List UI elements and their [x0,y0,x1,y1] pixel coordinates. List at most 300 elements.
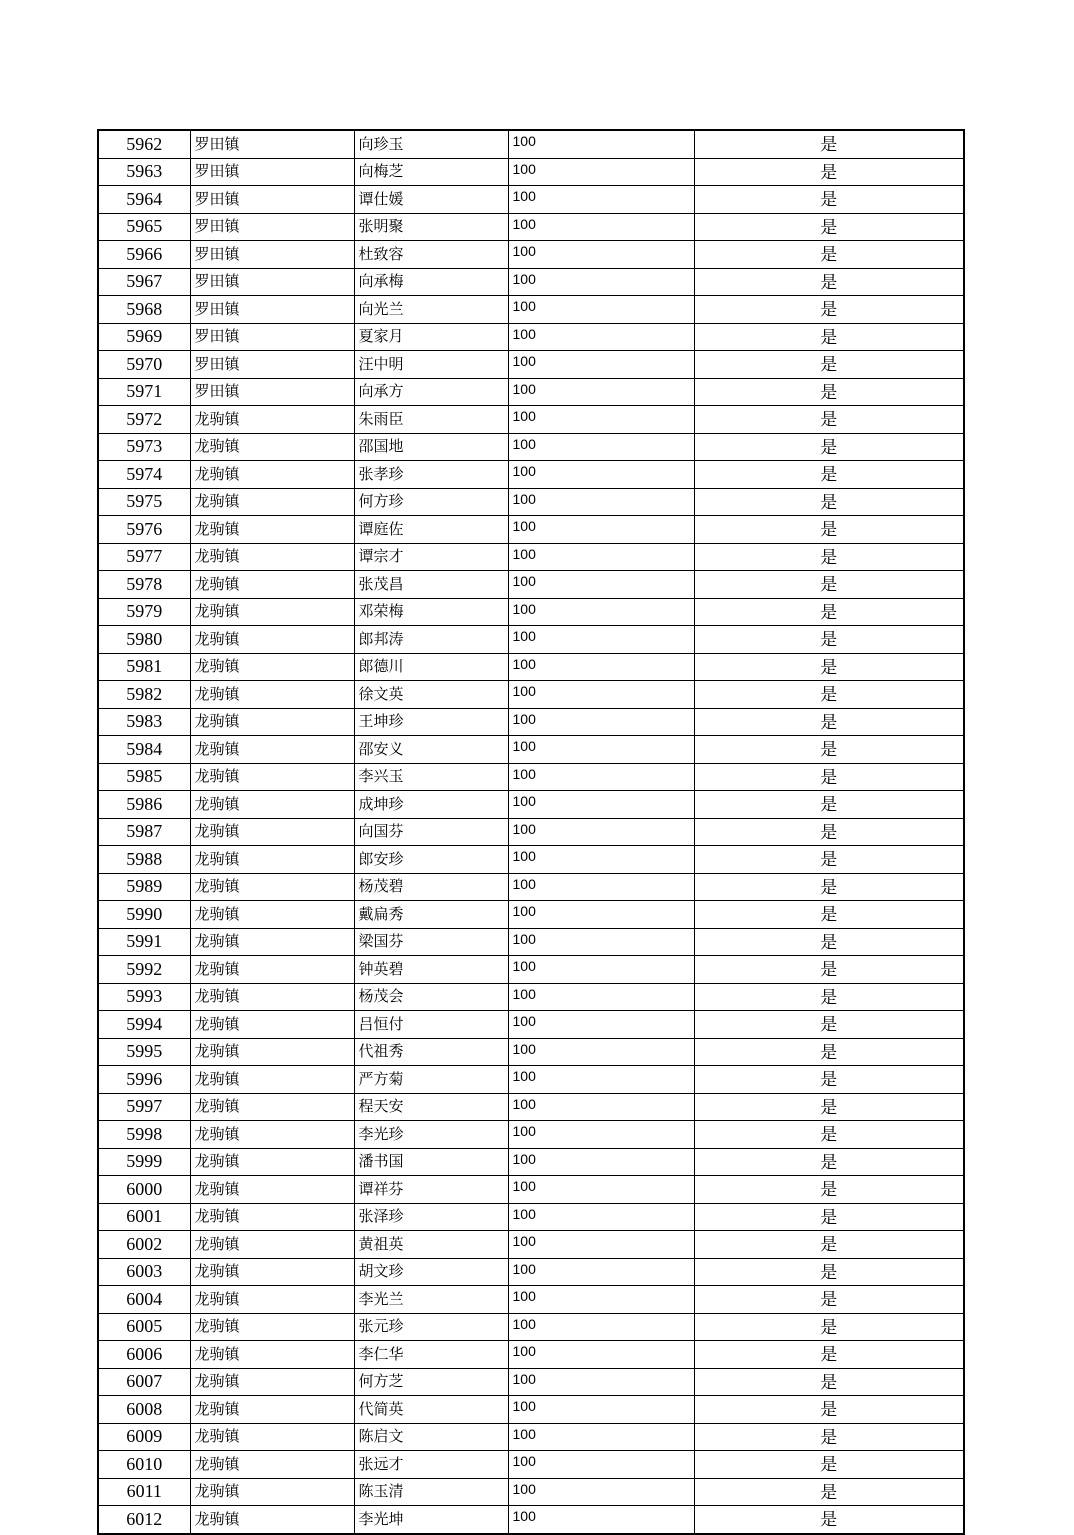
row-number-cell: 5984 [98,736,190,764]
amount-cell: 100 [508,1093,694,1121]
person-name-cell: 邵安义 [354,736,508,764]
status-cell: 是 [694,1506,964,1534]
town-cell: 罗田镇 [190,351,354,379]
status-cell: 是 [694,901,964,929]
town-cell: 龙驹镇 [190,1121,354,1149]
status-cell: 是 [694,378,964,406]
table-body [98,130,964,1534]
row-number-cell: 6006 [98,1341,190,1369]
table-row [98,323,964,351]
table-row [98,1203,964,1231]
person-name-cell: 李光兰 [354,1286,508,1314]
status-cell: 是 [694,763,964,791]
amount-cell: 100 [508,543,694,571]
row-number-cell: 5965 [98,213,190,241]
person-name-cell: 钟英碧 [354,956,508,984]
amount-cell: 100 [508,901,694,929]
town-cell: 龙驹镇 [190,1066,354,1094]
town-cell: 龙驹镇 [190,1176,354,1204]
status-cell: 是 [694,1231,964,1259]
amount-cell: 100 [508,1506,694,1534]
person-name-cell: 邵国地 [354,433,508,461]
person-name-cell: 汪中明 [354,351,508,379]
amount-cell: 100 [508,433,694,461]
amount-cell: 100 [508,1066,694,1094]
status-cell: 是 [694,1258,964,1286]
row-number-cell: 5998 [98,1121,190,1149]
person-name-cell: 陈玉清 [354,1478,508,1506]
person-name-cell: 王坤珍 [354,708,508,736]
row-number-cell: 5987 [98,818,190,846]
row-number-cell: 5988 [98,846,190,874]
person-name-cell: 张孝珍 [354,461,508,489]
person-name-cell: 谭庭佐 [354,516,508,544]
person-name-cell: 成坤珍 [354,791,508,819]
status-cell: 是 [694,213,964,241]
row-number-cell: 6012 [98,1506,190,1534]
status-cell: 是 [694,130,964,158]
table-row [98,488,964,516]
town-cell: 罗田镇 [190,378,354,406]
table-row [98,461,964,489]
status-cell: 是 [694,1423,964,1451]
amount-cell: 100 [508,1231,694,1259]
person-name-cell: 谭宗才 [354,543,508,571]
row-number-cell: 6002 [98,1231,190,1259]
table-row [98,901,964,929]
status-cell: 是 [694,1176,964,1204]
person-name-cell: 杜致容 [354,241,508,269]
status-cell: 是 [694,433,964,461]
person-name-cell: 郎德川 [354,653,508,681]
row-number-cell: 5978 [98,571,190,599]
table-row [98,268,964,296]
row-number-cell: 6004 [98,1286,190,1314]
table-row [98,1368,964,1396]
town-cell: 龙驹镇 [190,1396,354,1424]
amount-cell: 100 [508,1203,694,1231]
status-cell: 是 [694,928,964,956]
person-name-cell: 代祖秀 [354,1038,508,1066]
amount-cell: 100 [508,846,694,874]
town-cell: 龙驹镇 [190,1341,354,1369]
table-row [98,818,964,846]
table-row [98,708,964,736]
town-cell: 龙驹镇 [190,433,354,461]
status-cell: 是 [694,653,964,681]
amount-cell: 100 [508,1038,694,1066]
table-row [98,1396,964,1424]
town-cell: 罗田镇 [190,296,354,324]
amount-cell: 100 [508,268,694,296]
table-row [98,956,964,984]
table-row [98,213,964,241]
town-cell: 龙驹镇 [190,626,354,654]
row-number-cell: 5993 [98,983,190,1011]
status-cell: 是 [694,186,964,214]
amount-cell: 100 [508,983,694,1011]
row-number-cell: 5975 [98,488,190,516]
town-cell: 龙驹镇 [190,928,354,956]
town-cell: 龙驹镇 [190,846,354,874]
table-row [98,186,964,214]
person-name-cell: 谭祥芬 [354,1176,508,1204]
status-cell: 是 [694,1396,964,1424]
town-cell: 龙驹镇 [190,1203,354,1231]
person-name-cell: 程天安 [354,1093,508,1121]
person-name-cell: 向珍玉 [354,130,508,158]
table-row [98,736,964,764]
table-row [98,1011,964,1039]
town-cell: 罗田镇 [190,323,354,351]
table-row [98,351,964,379]
table-row [98,296,964,324]
status-cell: 是 [694,406,964,434]
town-cell: 龙驹镇 [190,406,354,434]
table-row [98,791,964,819]
person-name-cell: 向梅芝 [354,158,508,186]
amount-cell: 100 [508,598,694,626]
row-number-cell: 5970 [98,351,190,379]
table-row [98,873,964,901]
table-row [98,158,964,186]
row-number-cell: 5996 [98,1066,190,1094]
person-name-cell: 陈启文 [354,1423,508,1451]
table-row [98,1423,964,1451]
person-name-cell: 邓荣梅 [354,598,508,626]
person-name-cell: 潘书国 [354,1148,508,1176]
row-number-cell: 6010 [98,1451,190,1479]
table-row [98,433,964,461]
row-number-cell: 5982 [98,681,190,709]
town-cell: 龙驹镇 [190,516,354,544]
amount-cell: 100 [508,378,694,406]
town-cell: 龙驹镇 [190,461,354,489]
row-number-cell: 5962 [98,130,190,158]
table-row [98,1038,964,1066]
amount-cell: 100 [508,488,694,516]
row-number-cell: 5979 [98,598,190,626]
table-row [98,1231,964,1259]
status-cell: 是 [694,1203,964,1231]
town-cell: 龙驹镇 [190,1148,354,1176]
status-cell: 是 [694,1038,964,1066]
town-cell: 龙驹镇 [190,1093,354,1121]
town-cell: 罗田镇 [190,268,354,296]
town-cell: 龙驹镇 [190,571,354,599]
person-name-cell: 向承方 [354,378,508,406]
status-cell: 是 [694,323,964,351]
row-number-cell: 5983 [98,708,190,736]
town-cell: 龙驹镇 [190,1313,354,1341]
person-name-cell: 何方珍 [354,488,508,516]
town-cell: 龙驹镇 [190,791,354,819]
amount-cell: 100 [508,1423,694,1451]
town-cell: 龙驹镇 [190,681,354,709]
table-row [98,130,964,158]
town-cell: 龙驹镇 [190,1011,354,1039]
row-number-cell: 5971 [98,378,190,406]
table-row [98,983,964,1011]
person-name-cell: 向光兰 [354,296,508,324]
row-number-cell: 5985 [98,763,190,791]
person-name-cell: 李光珍 [354,1121,508,1149]
table-row [98,763,964,791]
town-cell: 龙驹镇 [190,901,354,929]
person-name-cell: 何方芝 [354,1368,508,1396]
person-name-cell: 李兴玉 [354,763,508,791]
status-cell: 是 [694,1451,964,1479]
row-number-cell: 5969 [98,323,190,351]
amount-cell: 100 [508,241,694,269]
town-cell: 龙驹镇 [190,488,354,516]
amount-cell: 100 [508,818,694,846]
town-cell: 龙驹镇 [190,1478,354,1506]
amount-cell: 100 [508,213,694,241]
town-cell: 龙驹镇 [190,818,354,846]
person-name-cell: 向承梅 [354,268,508,296]
town-cell: 龙驹镇 [190,1258,354,1286]
amount-cell: 100 [508,1121,694,1149]
town-cell: 龙驹镇 [190,598,354,626]
person-name-cell: 张远才 [354,1451,508,1479]
amount-cell: 100 [508,1011,694,1039]
status-cell: 是 [694,598,964,626]
amount-cell: 100 [508,1341,694,1369]
town-cell: 龙驹镇 [190,1286,354,1314]
status-cell: 是 [694,1286,964,1314]
person-name-cell: 戴扁秀 [354,901,508,929]
table-row [98,543,964,571]
status-cell: 是 [694,956,964,984]
amount-cell: 100 [508,158,694,186]
row-number-cell: 6000 [98,1176,190,1204]
row-number-cell: 5991 [98,928,190,956]
row-number-cell: 5968 [98,296,190,324]
town-cell: 龙驹镇 [190,708,354,736]
amount-cell: 100 [508,406,694,434]
status-cell: 是 [694,1368,964,1396]
town-cell: 罗田镇 [190,241,354,269]
amount-cell: 100 [508,791,694,819]
row-number-cell: 5976 [98,516,190,544]
status-cell: 是 [694,873,964,901]
row-number-cell: 5994 [98,1011,190,1039]
status-cell: 是 [694,516,964,544]
status-cell: 是 [694,1478,964,1506]
person-name-cell: 朱雨臣 [354,406,508,434]
status-cell: 是 [694,626,964,654]
table-row [98,1286,964,1314]
person-name-cell: 胡文珍 [354,1258,508,1286]
person-name-cell: 张茂昌 [354,571,508,599]
status-cell: 是 [694,846,964,874]
amount-cell: 100 [508,681,694,709]
town-cell: 龙驹镇 [190,1231,354,1259]
status-cell: 是 [694,571,964,599]
table-row [98,241,964,269]
row-number-cell: 5989 [98,873,190,901]
amount-cell: 100 [508,1148,694,1176]
person-name-cell: 徐文英 [354,681,508,709]
table-row [98,1066,964,1094]
status-cell: 是 [694,1093,964,1121]
person-name-cell: 梁国芬 [354,928,508,956]
row-number-cell: 5967 [98,268,190,296]
amount-cell: 100 [508,323,694,351]
amount-cell: 100 [508,626,694,654]
amount-cell: 100 [508,653,694,681]
town-cell: 龙驹镇 [190,873,354,901]
amount-cell: 100 [508,571,694,599]
status-cell: 是 [694,351,964,379]
table-row [98,1093,964,1121]
status-cell: 是 [694,1121,964,1149]
row-number-cell: 6001 [98,1203,190,1231]
table-row [98,681,964,709]
person-name-cell: 向国芬 [354,818,508,846]
table-row [98,1176,964,1204]
town-cell: 罗田镇 [190,130,354,158]
person-name-cell: 谭仕媛 [354,186,508,214]
table-row [98,846,964,874]
amount-cell: 100 [508,461,694,489]
person-name-cell: 张元珍 [354,1313,508,1341]
table-row [98,928,964,956]
row-number-cell: 5990 [98,901,190,929]
person-name-cell: 黄祖英 [354,1231,508,1259]
row-number-cell: 6005 [98,1313,190,1341]
person-name-cell: 夏家月 [354,323,508,351]
row-number-cell: 5981 [98,653,190,681]
status-cell: 是 [694,543,964,571]
amount-cell: 100 [508,1313,694,1341]
town-cell: 龙驹镇 [190,1038,354,1066]
row-number-cell: 5973 [98,433,190,461]
table-row [98,653,964,681]
table-row [98,1478,964,1506]
data-table [97,129,965,1535]
table-row [98,406,964,434]
person-name-cell: 张泽珍 [354,1203,508,1231]
status-cell: 是 [694,158,964,186]
table-row [98,1258,964,1286]
town-cell: 龙驹镇 [190,983,354,1011]
amount-cell: 100 [508,708,694,736]
town-cell: 龙驹镇 [190,543,354,571]
amount-cell: 100 [508,186,694,214]
status-cell: 是 [694,461,964,489]
town-cell: 罗田镇 [190,158,354,186]
amount-cell: 100 [508,130,694,158]
row-number-cell: 5997 [98,1093,190,1121]
row-number-cell: 5986 [98,791,190,819]
town-cell: 罗田镇 [190,186,354,214]
amount-cell: 100 [508,736,694,764]
table-row [98,598,964,626]
status-cell: 是 [694,681,964,709]
town-cell: 龙驹镇 [190,1506,354,1534]
row-number-cell: 6011 [98,1478,190,1506]
row-number-cell: 5964 [98,186,190,214]
row-number-cell: 6007 [98,1368,190,1396]
town-cell: 龙驹镇 [190,763,354,791]
status-cell: 是 [694,791,964,819]
table-row [98,1148,964,1176]
person-name-cell: 杨茂碧 [354,873,508,901]
town-cell: 龙驹镇 [190,653,354,681]
status-cell: 是 [694,296,964,324]
row-number-cell: 5992 [98,956,190,984]
town-cell: 龙驹镇 [190,736,354,764]
row-number-cell: 5972 [98,406,190,434]
status-cell: 是 [694,736,964,764]
person-name-cell: 李光坤 [354,1506,508,1534]
status-cell: 是 [694,1313,964,1341]
status-cell: 是 [694,1341,964,1369]
person-name-cell: 杨茂会 [354,983,508,1011]
person-name-cell: 吕恒付 [354,1011,508,1039]
town-cell: 龙驹镇 [190,1368,354,1396]
person-name-cell: 郎安珍 [354,846,508,874]
table-row [98,1121,964,1149]
amount-cell: 100 [508,1451,694,1479]
table-row [98,571,964,599]
amount-cell: 100 [508,1478,694,1506]
amount-cell: 100 [508,1286,694,1314]
status-cell: 是 [694,241,964,269]
amount-cell: 100 [508,296,694,324]
table-row [98,626,964,654]
amount-cell: 100 [508,351,694,379]
person-name-cell: 张明聚 [354,213,508,241]
status-cell: 是 [694,1148,964,1176]
status-cell: 是 [694,708,964,736]
row-number-cell: 5963 [98,158,190,186]
town-cell: 龙驹镇 [190,1451,354,1479]
amount-cell: 100 [508,1368,694,1396]
row-number-cell: 5980 [98,626,190,654]
row-number-cell: 6008 [98,1396,190,1424]
amount-cell: 100 [508,873,694,901]
status-cell: 是 [694,1011,964,1039]
row-number-cell: 6009 [98,1423,190,1451]
person-name-cell: 李仁华 [354,1341,508,1369]
town-cell: 龙驹镇 [190,956,354,984]
row-number-cell: 6003 [98,1258,190,1286]
row-number-cell: 5977 [98,543,190,571]
row-number-cell: 5999 [98,1148,190,1176]
status-cell: 是 [694,488,964,516]
amount-cell: 100 [508,928,694,956]
table-row [98,516,964,544]
amount-cell: 100 [508,1396,694,1424]
person-name-cell: 代简英 [354,1396,508,1424]
town-cell: 龙驹镇 [190,1423,354,1451]
row-number-cell: 5995 [98,1038,190,1066]
person-name-cell: 严方菊 [354,1066,508,1094]
amount-cell: 100 [508,1258,694,1286]
status-cell: 是 [694,1066,964,1094]
status-cell: 是 [694,983,964,1011]
row-number-cell: 5974 [98,461,190,489]
amount-cell: 100 [508,1176,694,1204]
table-row [98,378,964,406]
amount-cell: 100 [508,763,694,791]
status-cell: 是 [694,268,964,296]
amount-cell: 100 [508,956,694,984]
table-row [98,1341,964,1369]
